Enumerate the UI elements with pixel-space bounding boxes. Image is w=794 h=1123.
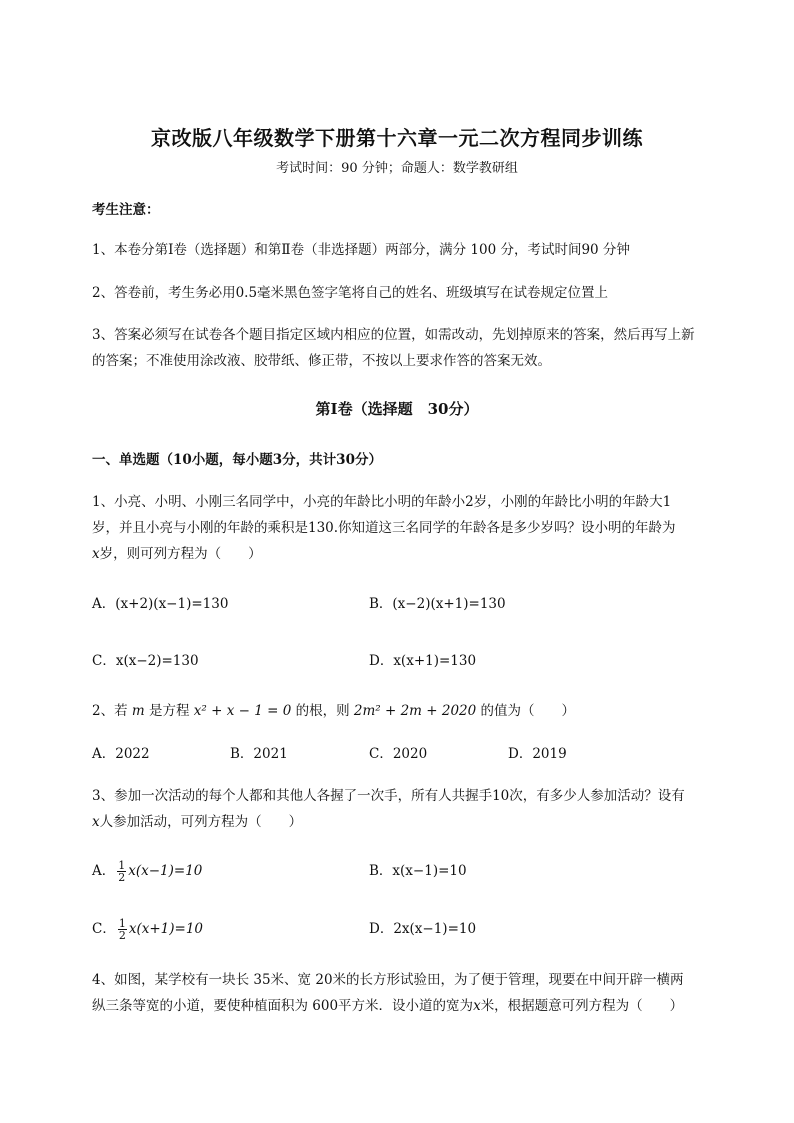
q3-option-a[interactable] — [92, 858, 202, 884]
q2-equation: x² + x − 1 = 0 — [193, 703, 292, 719]
fraction-denominator: 2 — [118, 929, 126, 942]
fraction-numerator: 1 — [118, 917, 126, 930]
q3-option-a-label: A． — [92, 863, 116, 879]
q2-option-c[interactable]: C．2020 — [369, 746, 428, 762]
q4-line-1: 4、如图，某学校有一块长 35米、宽 20米的长方形试验田，为了便于管理，现要在中间开辟一横两 — [92, 972, 684, 988]
q3-option-c[interactable] — [92, 916, 203, 942]
q3-line-1: 3、参加一次活动的每个人都和其他人各握了一次手，所有人共握手10次，有多少人参加活动？设有 — [92, 788, 685, 804]
q1-option-b[interactable]: B．(x−2)(x+1)=130 — [369, 596, 506, 612]
q4-line-2-start: 纵三条等宽的小道，要使种植面积为 600平方米．设小道的宽为 — [92, 998, 474, 1014]
q2-option-a[interactable]: A．2022 — [92, 746, 150, 762]
q4-variable: x — [473, 998, 481, 1014]
exam-title: 京改版八年级数学下册第十六章一元二次方程同步训练 — [151, 126, 643, 150]
q3-variable: x — [92, 814, 100, 830]
q1-option-d[interactable]: D．x(x+1)=130 — [369, 653, 477, 669]
q3-line-2-text: 人参加活动，可列方程为（ ） — [99, 814, 303, 830]
notice-heading: 考生注意： — [92, 202, 160, 218]
q1-option-a[interactable]: A．(x+2)(x−1)=130 — [92, 596, 229, 612]
q3-line-2 — [92, 809, 302, 835]
notice-item-2: 2、答卷前，考生务必用0.5毫米黑色签字笔将自己的姓名、班级填写在试卷规定位置上 — [92, 285, 609, 301]
q2-expression: 2m² + 2m + 2020 — [353, 703, 477, 719]
q1-variable: x — [92, 546, 100, 562]
q2-mid-1: 是方程 — [144, 703, 194, 719]
q1-option-c[interactable]: C．x(x−2)=130 — [92, 653, 199, 669]
section-title: 第Ⅰ卷（选择题 30分） — [315, 400, 479, 418]
fraction-numerator: 1 — [118, 859, 126, 872]
q1-line-3-text: 岁，则可列方程为（ ） — [99, 546, 262, 562]
q2-suffix: 的值为（ ） — [476, 703, 576, 719]
fraction-denominator: 2 — [118, 871, 126, 884]
q2-prefix: 2、若 — [92, 703, 132, 719]
q2-mid-2: 的根，则 — [291, 703, 354, 719]
q4-line-2 — [92, 993, 683, 1019]
q3-option-c-expression: x(x+1)=10 — [128, 921, 203, 937]
exam-subtitle: 考试时间：90 分钟；命题人：数学教研组 — [276, 161, 518, 176]
q3-option-c-fraction — [118, 918, 127, 941]
notice-item-1: 1、本卷分第Ⅰ卷（选择题）和第Ⅱ卷（非选择题）两部分，满分 100 分，考试时间90 分钟 — [92, 242, 630, 258]
notice-item-3-line-1: 3、答案必须写在试卷各个题目指定区域内相应的位置，如需改动，先划掉原来的答案，然后再写上新 — [92, 327, 695, 343]
q3-option-a-fraction — [117, 860, 126, 883]
q2-option-b[interactable]: B．2021 — [230, 746, 288, 762]
q1-line-1: 1、小亮、小明、小刚三名同学中，小亮的年龄比小明的年龄小2岁，小刚的年龄比小明的年龄大1 — [92, 494, 672, 510]
q2-var-m: m — [131, 703, 145, 719]
q2-option-d[interactable]: D．2019 — [508, 746, 567, 762]
q4-line-2-end: 米，根据题意可列方程为（ ） — [480, 998, 684, 1014]
q3-option-a-expression: x(x−1)=10 — [128, 863, 203, 879]
q2-stem — [92, 698, 575, 724]
q3-option-b[interactable]: B．x(x−1)=10 — [369, 863, 467, 879]
notice-item-3-line-2: 的答案；不准使用涂改液、胶带纸、修正带，不按以上要求作答的答案无效。 — [92, 353, 551, 369]
q1-line-2: 岁，并且小亮与小刚的年龄的乘积是130.你知道这三名同学的年龄各是多少岁吗？设小明的年龄为 — [92, 520, 676, 536]
part-heading: 一、单选题（10小题，每小题3分，共计30分） — [92, 452, 382, 468]
q3-option-c-label: C． — [92, 921, 116, 937]
q1-line-3 — [92, 541, 262, 567]
q3-option-d[interactable]: D．2x(x−1)=10 — [369, 921, 477, 937]
